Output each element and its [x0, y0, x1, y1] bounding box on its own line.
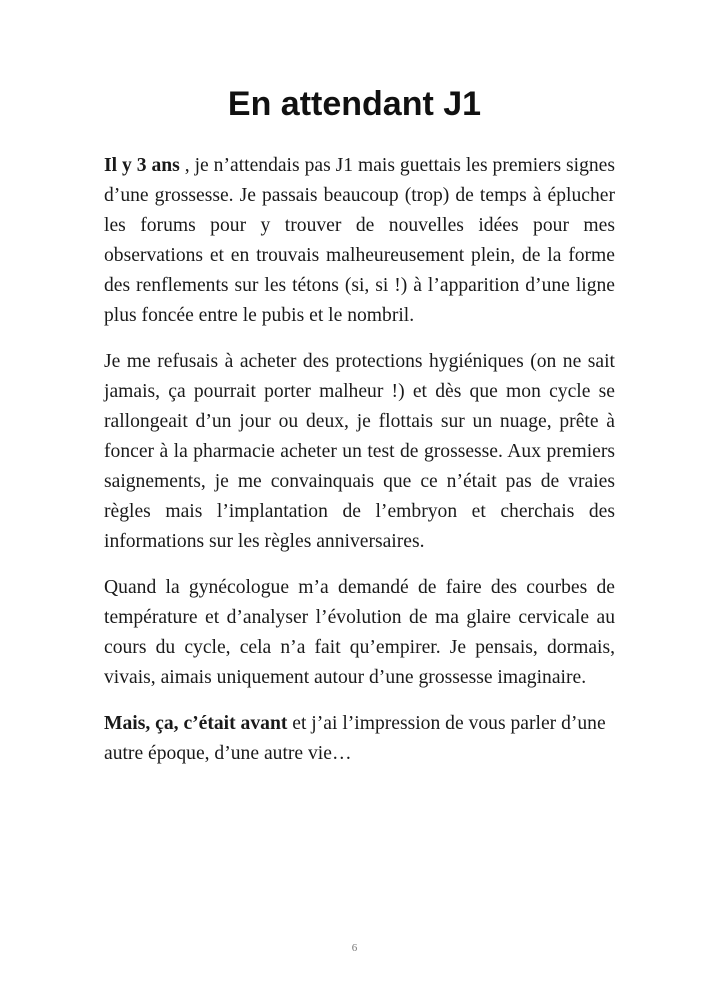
paragraph-1-text: , je n’attendais pas J1 mais guettais les premiers signes d’une grossesse. Je passais beaucoup (trop) de temps à éplucher les forums pour y trouver de nouvelles idées pour mes observations et en trouvais malheureusement plein, de la forme des renflements sur les tétons (si, si !) à l’apparition d’une ligne plus foncée entre le pubis et le nombril. [104, 155, 615, 326]
paragraph-3-text: Quand la gynécologue m’a demandé de faire des courbes de température et d’analyser l’évolution de ma glaire cervicale au cours du cycle, cela n’a fait qu’empirer. Je pensais, dormais, vivais, aimais uniquement autour d’une grossesse imaginaire. [104, 577, 615, 688]
paragraph-4-lead: Mais, ça, c’était avant [104, 713, 288, 734]
page-number: 6 [351, 942, 358, 954]
paragraph-4 [104, 709, 615, 769]
paragraph-2-text: Je me refusais à acheter des protections hygiéniques (on ne sait jamais, ça pourrait porter malheur !) et dès que mon cycle se rallongeait d’un jour ou deux, je flottais sur un nuage, prête à foncer à la pharmacie acheter un test de grossesse. Aux premiers saignements, je me convainquais que ce n’était pas de vraies règles mais l’implantation de l’embryon et cherchais des informations sur les règles anniversaires. [104, 351, 615, 552]
paragraph-1-lead: Il y 3 ans [104, 155, 180, 176]
paragraph-4-text: et j’ai l’impression de vous parler d’une autre époque, d’une autre vie… [104, 713, 606, 764]
paragraph-2 [104, 347, 615, 557]
paragraph-1 [104, 151, 615, 331]
paragraph-3 [104, 573, 615, 693]
body-text [104, 151, 615, 785]
page-title: En attendant J1 [227, 85, 482, 123]
